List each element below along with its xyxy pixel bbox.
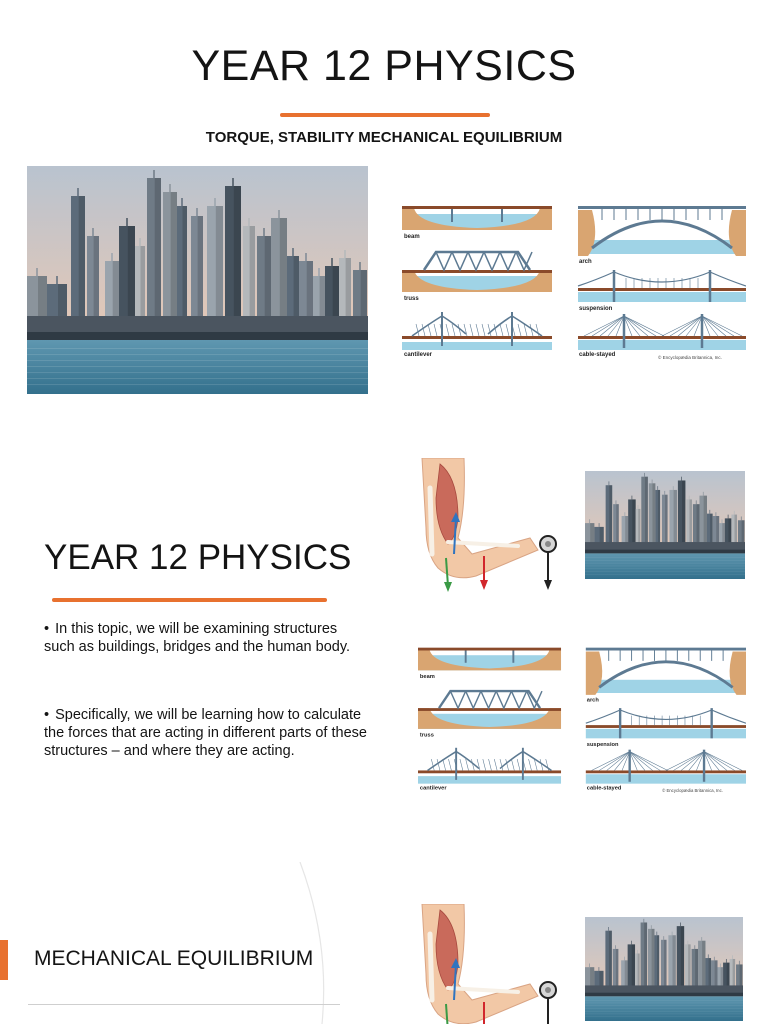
bullet-dot: • [44,621,50,637]
arch-label: arch [586,697,599,704]
decorative-curve [260,862,400,1024]
truss-label: truss [419,732,434,739]
bridge-types-diagram [402,200,746,362]
slide-2-underline [52,598,327,602]
beam-label: beam [404,234,420,240]
slide-3-accent-bar [0,940,8,980]
slide-2-title: YEAR 12 PHYSICS [44,538,352,577]
skyline-photo [27,166,368,394]
cable-stayed-label: cable-stayed [586,785,622,792]
slide-3-title: MECHANICAL EQUILIBRIUM [34,947,314,970]
slide-3-divider [28,1004,340,1005]
bullet-item: • In this topic, we will be examining structures such as buildings, bridges and the human body. [44,621,351,655]
skyline-photo-small [585,471,745,579]
slide-3 [0,862,768,1024]
skyline-photo-small [585,917,743,1021]
copyright-credit: © Encyclopædia Britannica, Inc. [658,355,722,360]
cantilever-label: cantilever [404,352,433,358]
slide-2 [0,440,768,840]
slide-1-title: YEAR 12 PHYSICS [191,42,577,90]
cantilever-label: cantilever [419,785,447,792]
truss-label: truss [404,296,419,302]
arch-label: arch [579,259,592,265]
bridge-types-diagram [418,642,746,795]
bullet-dot: • [44,707,50,723]
skyline-image [585,917,743,1021]
bullet-item: • Specifically, we will be learning how to calculate the forces that are acting in different parts of these structures – and where they are acting. [44,707,367,759]
forearm-torque-illustration [418,458,566,598]
suspension-label: suspension [579,306,613,312]
title-underline [280,113,490,117]
forearm-torque-illustration [418,904,566,1024]
slide-1 [0,0,768,420]
cable-stayed-label: cable-stayed [579,352,616,358]
beam-label: beam [419,673,435,680]
copyright-credit: © Encyclopædia Britannica, Inc. [662,788,723,794]
slide-1-subtitle: TORQUE, STABILITY MECHANICAL EQUILIBRIUM [205,129,563,146]
suspension-label: suspension [586,741,619,748]
skyline-image [27,166,368,394]
skyline-image [585,471,745,579]
